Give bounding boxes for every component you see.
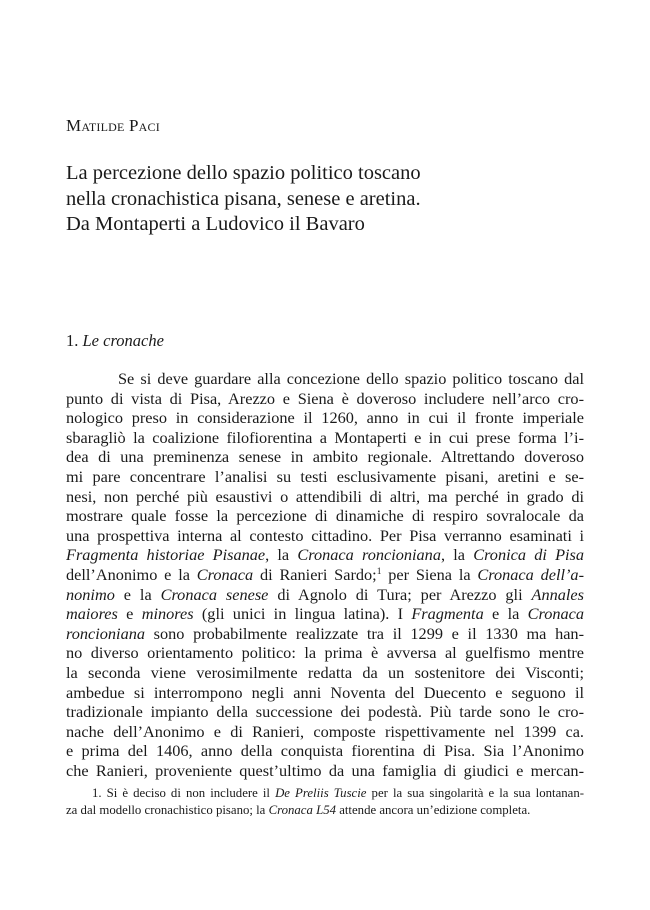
author-first-initial: M <box>66 116 82 135</box>
body-text: dell’Anonimo e la <box>66 564 197 584</box>
body-text: e <box>117 604 142 624</box>
body-line <box>66 604 584 624</box>
work-title: Cronaca roncioniana <box>297 545 441 565</box>
title-line: nella cronachistica pisana, senese e aretina. <box>66 187 421 210</box>
body-line: sbaragliò la coalizione filofiorentina a Montaperti e in cui prese forma l’i- <box>66 427 584 447</box>
section-title: Le cronache <box>82 331 164 350</box>
body-text: sono probabilmente realizzate tra il 1299 e il 1330 ma han- <box>145 623 584 643</box>
body-line: e prima del 1406, anno della conquista fiorentina di Pisa. Sia l’Anonimo <box>66 741 584 761</box>
footnote-line <box>66 785 584 802</box>
footnote-text: attende ancora un’edizione completa. <box>336 803 531 817</box>
footnote-text: 1. Si è deciso di non includere il <box>92 786 276 800</box>
body-text: per Siena la <box>381 564 478 584</box>
body-line: nesi, non perché più esaustivi o attendibili di altri, ma perché in grado di <box>66 486 584 506</box>
body-line: nache dell’Anonimo e di Ranieri, composte rispettivamente nel 1399 ca. <box>66 721 584 741</box>
work-title: De Preliis Tuscie <box>275 786 367 800</box>
body-line: tradizionale impianto della successione dei podestà. Più tarde sono le cro- <box>66 702 584 722</box>
body-line: mostrare quale fosse la percezione di dinamiche di respiro sovralocale da <box>66 506 584 526</box>
footnote-line <box>66 802 584 819</box>
body-line: punto di vista di Pisa, Arezzo e Siena è doveroso includere nell’arco cro- <box>66 388 584 408</box>
body-text: e la <box>483 604 528 624</box>
body-text: (gli unici in lingua latina). I <box>193 604 412 624</box>
work-title: nonimo <box>66 584 115 604</box>
footnote-text: za dal modello cronachistico pisano; la <box>66 803 269 817</box>
author-last-rest: aci <box>138 116 160 135</box>
body-line: la seconda viene verosimilmente redatta da un sostenitore dei Visconti; <box>66 662 584 682</box>
work-title: Cronaca <box>196 564 254 584</box>
body-line <box>66 565 584 585</box>
body-text: di Agnolo di Tura; per Arezzo gli <box>268 584 532 604</box>
work-title: minores <box>141 604 194 624</box>
title-line: Da Montaperti a Ludovico il Bavaro <box>66 213 365 235</box>
work-title: Cronaca dell’a- <box>477 564 584 584</box>
body-line: dea di una preminenza senese in ambito regionale. Altrettando doveroso <box>66 447 584 467</box>
section-number: 1. <box>66 331 79 350</box>
body-text: , la <box>265 545 298 565</box>
work-title: Cronaca L54 <box>268 803 336 817</box>
body-line: una prospettiva interna al contesto cittadino. Per Pisa verranno esaminati i <box>66 525 584 545</box>
author-first-rest: atilde <box>81 116 125 135</box>
body-line <box>66 545 584 565</box>
work-title: Cronica di Pisa <box>473 545 584 565</box>
body-text: e la <box>114 584 161 604</box>
footnote <box>66 785 584 819</box>
section-heading <box>66 331 164 351</box>
footnote-ref[interactable]: 1 <box>376 566 382 577</box>
body-line: che Ranieri, proveniente quest’ultimo da una famiglia di giudici e mercan- <box>66 760 584 780</box>
work-title: Cronaca senese <box>160 584 269 604</box>
work-title: Fragmenta historiae Pisanae <box>66 545 266 565</box>
body-line: mi pare concentrare l’analisi su testi esclusivamente pisani, aretini e se- <box>66 466 584 486</box>
footnote-text: per la sua singolarità e la sua lontanan- <box>366 786 584 800</box>
body-line: no diverso orientamento politico: la prima è avversa al guelfismo mentre <box>66 643 584 663</box>
body-line <box>66 624 584 644</box>
title-line: La percezione dello spazio politico toscano <box>66 162 421 184</box>
work-title: Fragmenta <box>411 604 484 624</box>
body-line: ambedue si interrompono negli anni Noventa del Duecento e seguono il <box>66 682 584 702</box>
work-title: maiores <box>66 604 118 624</box>
paper-title <box>66 161 586 238</box>
work-title: Cronaca <box>527 604 584 624</box>
body-line: nologico preso in considerazione il 1260, anno in cui il fronte imperiale <box>66 408 584 428</box>
work-title: roncioniana <box>66 623 145 643</box>
body-line <box>66 585 584 605</box>
body-paragraph <box>66 369 584 780</box>
body-text: di Ranieri Sardo; <box>253 564 377 584</box>
author-last-initial: P <box>128 116 139 135</box>
work-title: Annales <box>531 584 584 604</box>
author-name <box>66 116 160 136</box>
body-line: Se si deve guardare alla concezione dello spazio politico toscano dal <box>118 369 584 388</box>
body-text: , la <box>440 545 474 565</box>
